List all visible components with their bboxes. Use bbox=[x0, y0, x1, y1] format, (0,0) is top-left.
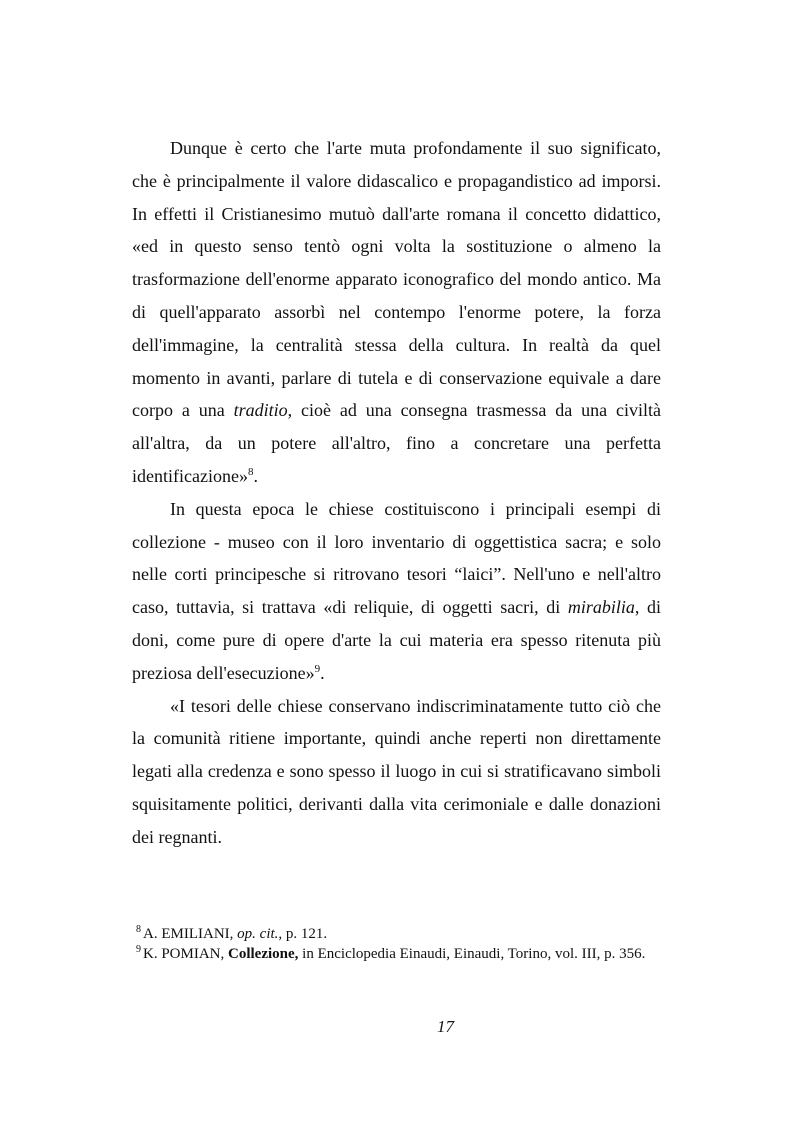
footnote-text-cont: in Enciclopedia Einaudi, Einaudi, Torino, vol. III, p. 356. bbox=[298, 945, 646, 962]
paragraph-2-end: . bbox=[320, 662, 325, 683]
paragraph-3: «I tesori delle chiese conservano indiscriminatamente tutto ciò che la comunità ritiene importante, quindi anche reperti non direttamente legati alla credenza e sono spesso il luogo in cui si stratificavano simboli squisitamente politici, derivanti dalla vita cerimoniale e dalle donazioni dei regnanti. bbox=[132, 695, 661, 847]
footnote-italic: op. cit. bbox=[237, 926, 279, 942]
paragraph-1 bbox=[132, 132, 661, 493]
italic-traditio: traditio bbox=[233, 400, 288, 421]
page-number: 17 bbox=[437, 1017, 454, 1036]
footnote-number: 8 bbox=[136, 924, 141, 935]
footnote-text: K. POMIAN, bbox=[143, 945, 229, 962]
paragraph-2 bbox=[132, 493, 661, 690]
footnote-text-cont: , p. 121. bbox=[278, 926, 328, 942]
footnote-bold-title: Collezione, bbox=[228, 945, 299, 962]
footnote-ref-9[interactable]: 9 bbox=[314, 662, 321, 675]
italic-mirabilia: mirabilia bbox=[567, 597, 635, 618]
paragraph-2-text: In questa epoca le chiese costituiscono i principali esempi di collezione - museo con il loro inventario di oggettistica sacra; e solo nelle corti principesche si ritrovano tesori “laici”. Nell'uno e nell'altro caso, tuttavia, si trattava «di reliquie, di oggetti sacri, di bbox=[132, 498, 661, 618]
footnote-8 bbox=[118, 925, 662, 945]
body-text bbox=[132, 132, 661, 854]
paragraph-1-text-cont: , cioè ad una consegna trasmessa da una civiltà all'altra, da un potere all'altro, fino a concretare una perfetta identificazione» bbox=[132, 400, 661, 486]
footnote-text: A. EMILIANI, bbox=[143, 926, 238, 942]
paragraph-1-text: Dunque è certo che l'arte muta profondamente il suo significato, che è principalmente il valore didascalico e propagandistico ad imporsi. In effetti il Cristianesimo mutuò dall'arte romana il concetto didattico, «ed in questo senso tentò ogni volta la sostituzione o almeno la trasformazione dell'enorme apparato iconografico del mondo antico. Ma di quell'apparato assorbì nel contempo l'enorme potere, la forza dell'immagine, la centralità stessa della cultura. In realtà da quel momento in avanti, parlare di tutela e di conservazione equivale a dare corpo a una bbox=[132, 138, 661, 421]
footnote-9 bbox=[118, 945, 662, 965]
footnote-number: 9 bbox=[136, 943, 141, 955]
paragraph-2-text-cont: , di doni, come pure di opere d'arte la cui materia era spesso ritenuta più preziosa dell'esecuzione» bbox=[132, 597, 661, 683]
paragraph-1-end: . bbox=[253, 465, 258, 486]
footnotes bbox=[118, 925, 662, 964]
footnote-ref-8[interactable]: 8 bbox=[247, 465, 254, 478]
